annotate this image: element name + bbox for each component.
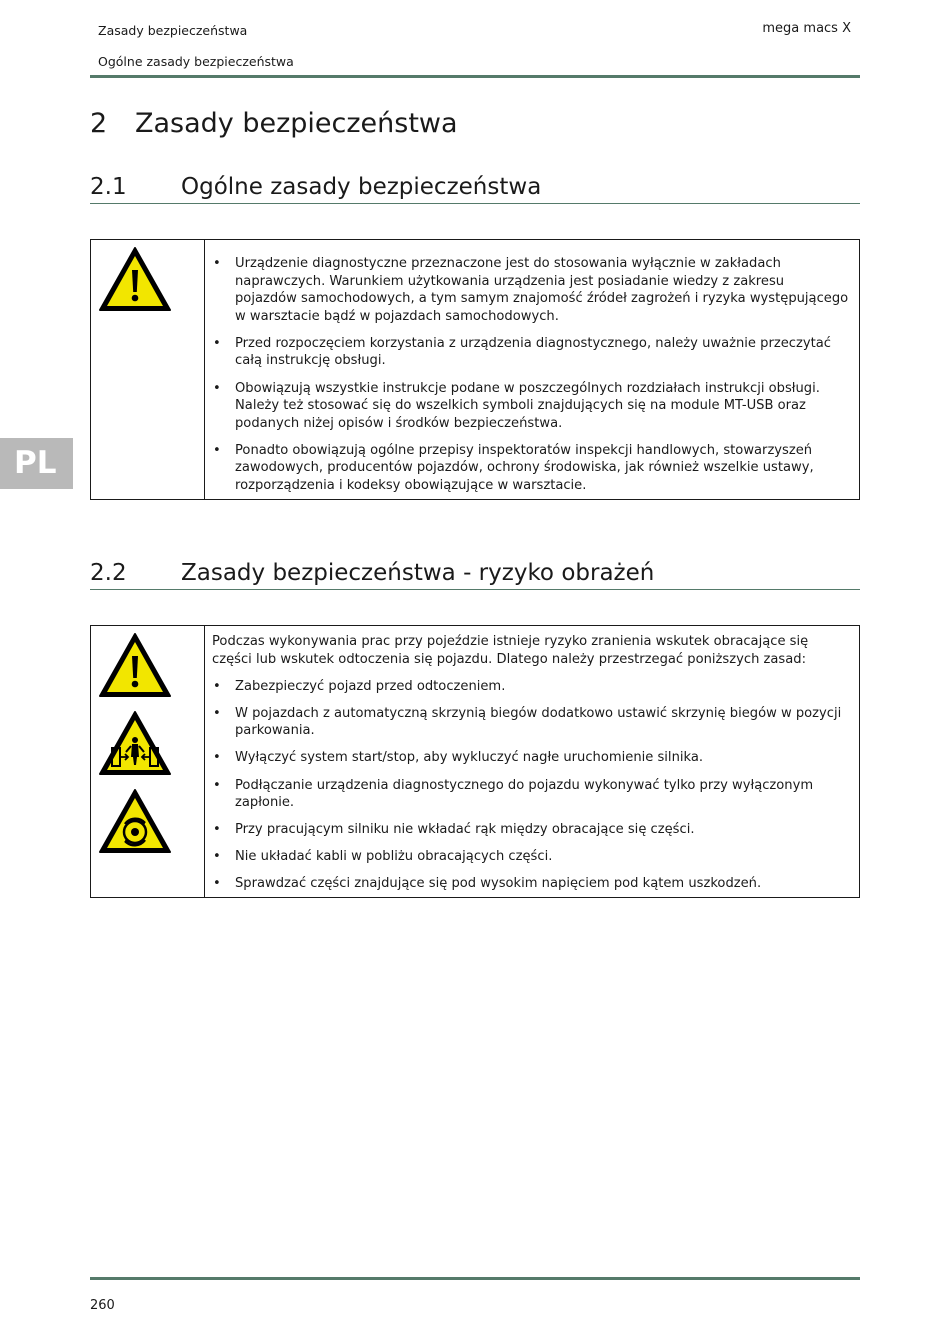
header-product: mega macs X	[762, 21, 851, 36]
text-column	[205, 240, 859, 499]
section-heading-2-1	[90, 172, 860, 204]
section-title: Zasady bezpieczeństwa - ryzyko obrażeń	[181, 560, 655, 586]
list-item: • Podłączanie urządzenia diagnostycznego do pojazdu wykonywać tylko przy wyłączonym zapłonie.	[212, 777, 849, 812]
header-chapter: Zasady bezpieczeństwa	[98, 23, 248, 38]
list-item: • Zabezpieczyć pojazd przed odtoczeniem.	[212, 678, 849, 696]
rules-list	[212, 255, 849, 495]
safety-box-general	[90, 239, 860, 500]
list-item: • Ponadto obowiązują ogólne przepisy inspektoratów inspekcji handlowych, stowarzyszeń zawodowych, producentów pojazdów, ochrony środowiska, jak również wszelkie ustawy, rozporządzenia i kodeksy obowiązujące w warsztacie.	[212, 442, 849, 495]
list-item: • Nie układać kabli w pobliżu obracających części.	[212, 848, 849, 866]
warning-icon	[98, 246, 172, 312]
icon-column	[91, 626, 205, 897]
chapter-number: 2	[90, 108, 108, 139]
intro-text: Podczas wykonywania prac przy pojeździe istnieje ryzyko zranienia wskutek obracające się części lub wskutek odtoczenia się pojazdu. Dlatego należy przestrzegać poniższych zasad:	[212, 634, 809, 667]
warning-icon	[98, 632, 172, 698]
list-item: • Urządzenie diagnostyczne przeznaczone jest do stosowania wyłącznie w zakładach naprawczych. Warunkiem użytkowania urządzenia jest posiadanie wiedzy z zakresu pojazdów samochodowych, a tym samym znajomość źródeł zagrożeń i ryzyka występującego w warsztacie bądź w pojazdach samochodowych.	[212, 255, 849, 325]
rules-list	[212, 678, 849, 893]
header-section: Ogólne zasady bezpieczeństwa	[98, 54, 294, 69]
header-rule	[90, 75, 860, 78]
safety-box-injury	[90, 625, 860, 898]
list-item: • Sprawdzać części znajdujące się pod wysokim napięciem pod kątem uszkodzeń.	[212, 875, 849, 893]
section-number: 2.1	[90, 174, 127, 200]
list-item: • Obowiązują wszystkie instrukcje podane w poszczególnych rozdziałach instrukcji obsługi. Należy też stosować się do wszelkich symboli znajdujących się na module MT-USB oraz podanych niżej opisów i środków bezpieczeństwa.	[212, 380, 849, 433]
language-tab: PL	[0, 438, 73, 489]
rotating-parts-icon	[98, 788, 172, 854]
list-item: • Wyłączyć system start/stop, aby wykluczyć nagłe uruchomienie silnika.	[212, 749, 849, 767]
crush-hazard-icon	[98, 710, 172, 776]
text-column	[205, 626, 859, 897]
page-number: 260	[90, 1298, 115, 1313]
section-number: 2.2	[90, 560, 127, 586]
section-title: Ogólne zasady bezpieczeństwa	[181, 174, 542, 200]
chapter-title: Zasady bezpieczeństwa	[135, 108, 458, 139]
chapter-heading	[90, 108, 458, 139]
list-item: • Przed rozpoczęciem korzystania z urządzenia diagnostycznego, należy uważnie przeczytać całą instrukcję obsługi.	[212, 335, 849, 370]
icon-column	[91, 240, 205, 499]
section-heading-2-2	[90, 558, 860, 590]
list-item: • W pojazdach z automatyczną skrzynią biegów dodatkowo ustawić skrzynię biegów w pozycji parkowania.	[212, 705, 849, 740]
list-item: • Przy pracującym silniku nie wkładać rąk między obracające się części.	[212, 821, 849, 839]
footer-rule	[90, 1277, 860, 1280]
